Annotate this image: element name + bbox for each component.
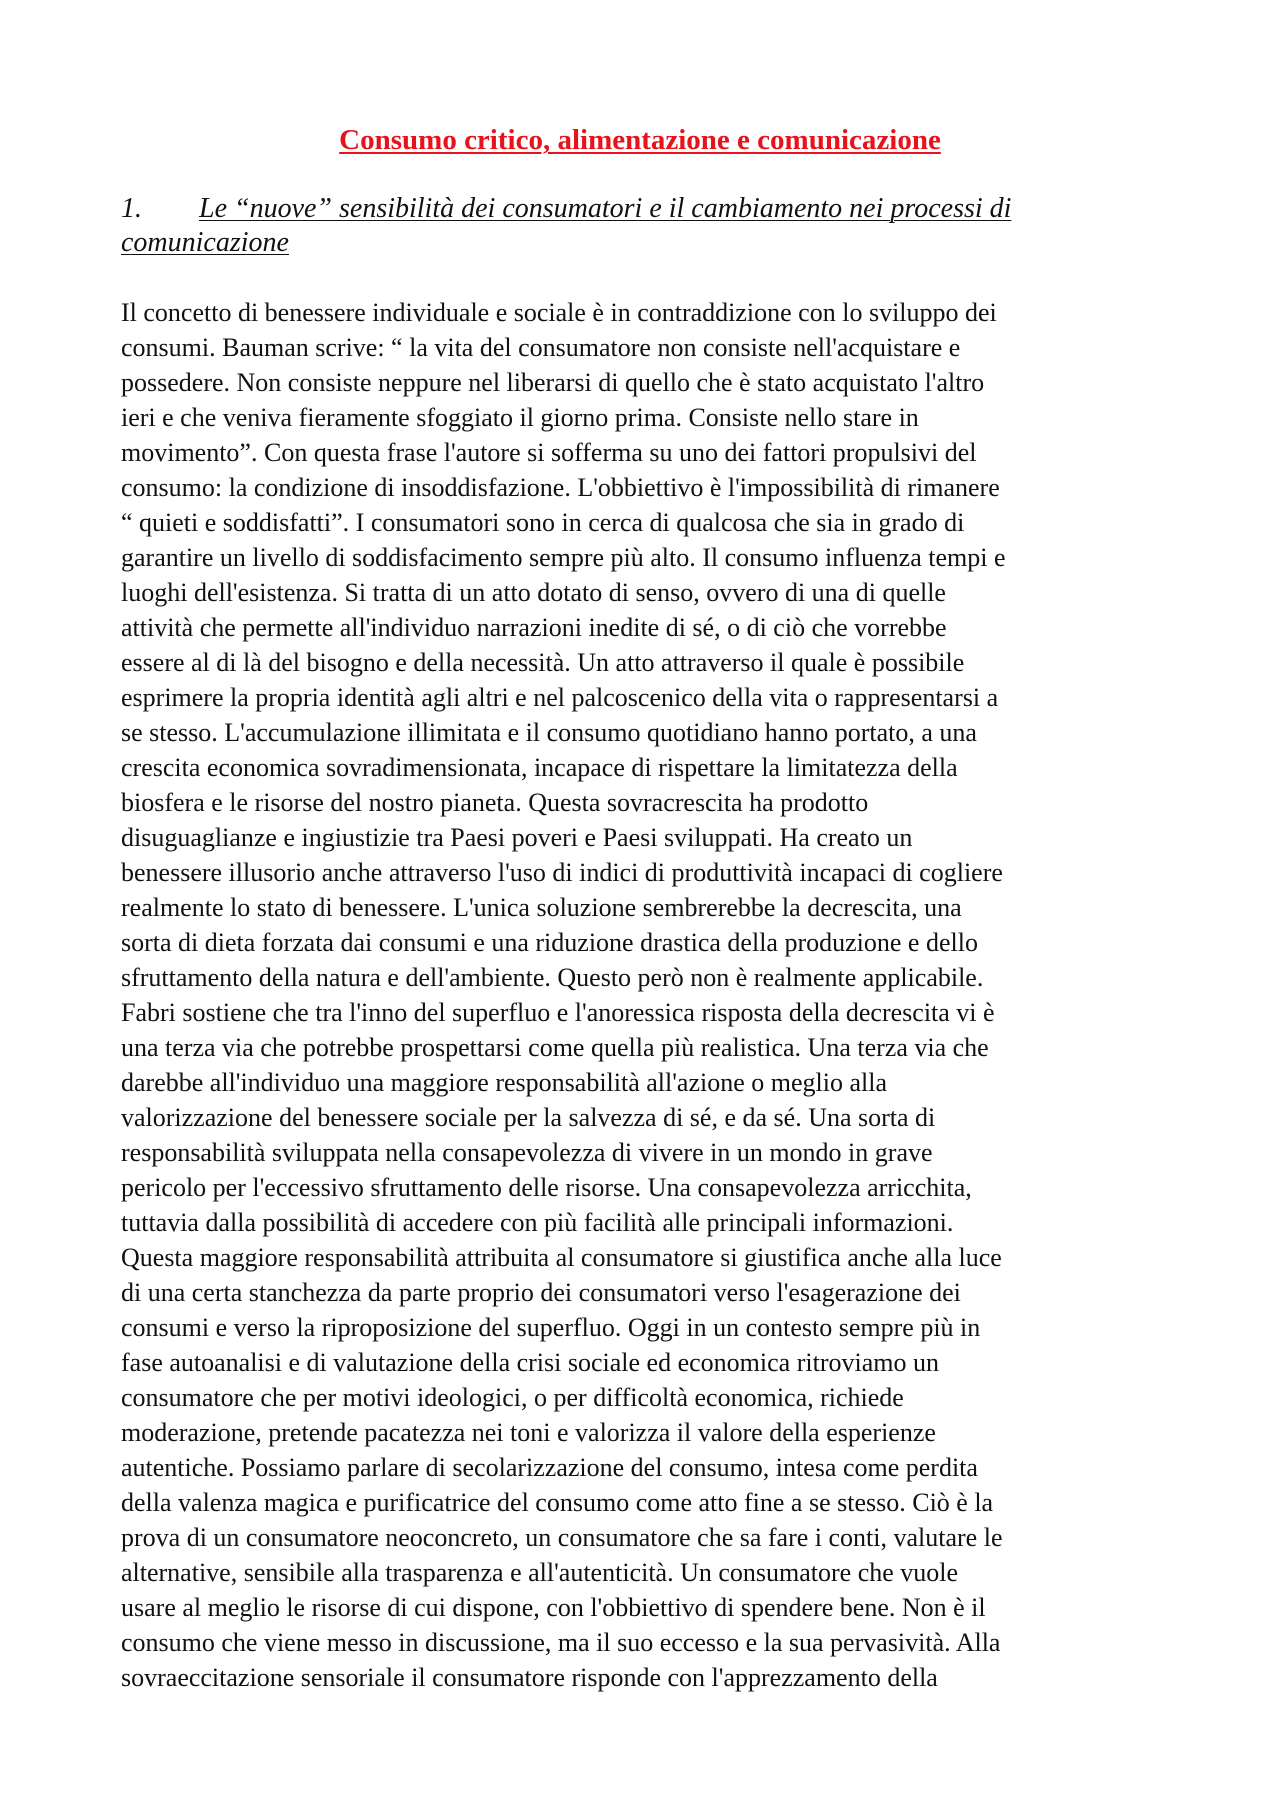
paragraph-line: responsabilità sviluppata nella consapevolezza di vivere in un mondo in grave [121,1138,933,1167]
paragraph-line: alternative, sensibile alla trasparenza e all'autenticità. Un consumatore che vuole [121,1558,959,1587]
paragraph-line: consumi. Bauman scrive: “ la vita del consumatore non consiste nell'acquistare e [121,333,961,362]
paragraph-line: attività che permette all'individuo narrazioni inedite di sé, o di ciò che vorrebbe [121,613,947,642]
section-number: 1. [121,193,142,224]
section-heading-line-1: Le “nuove” sensibilità dei consumatori e il cambiamento nei processi di [199,193,1012,224]
paragraph-line: prova di un consumatore neoconcreto, un consumatore che sa fare i conti, valutare le [121,1523,1003,1552]
paragraph-line: moderazione, pretende pacatezza nei toni e valorizza il valore della esperienze [121,1418,936,1447]
paragraph-line: consumo che viene messo in discussione, ma il suo eccesso e la sua pervasività. Alla [121,1628,1001,1657]
paragraph-line: se stesso. L'accumulazione illimitata e il consumo quotidiano hanno portato, a una [121,718,977,747]
paragraph-line: della valenza magica e purificatrice del consumo come atto fine a se stesso. Ciò è la [121,1488,994,1517]
paragraph-line: consumo: la condizione di insoddisfazione. L'obbiettivo è l'impossibilità di rimanere [121,473,1000,502]
paragraph-line: biosfera e le risorse del nostro pianeta. Questa sovracrescita ha prodotto [121,788,869,817]
body-paragraph [121,295,1161,1695]
section-heading-line-2: comunicazione [121,227,289,258]
paragraph-line: sorta di dieta forzata dai consumi e una riduzione drastica della produzione e dello [121,928,978,957]
paragraph-line: fase autoanalisi e di valutazione della crisi sociale ed economica ritroviamo un [121,1348,939,1377]
paragraph-line: tuttavia dalla possibilità di accedere con più facilità alle principali informazioni. [121,1208,954,1237]
paragraph-line: autentiche. Possiamo parlare di secolarizzazione del consumo, intesa come perdita [121,1453,978,1482]
paragraph-line: possedere. Non consiste neppure nel liberarsi di quello che è stato acquistato l'altro [121,368,985,397]
paragraph-line: sfruttamento della natura e dell'ambiente. Questo però non è realmente applicabile. [121,963,984,992]
paragraph-line: una terza via che potrebbe prospettarsi come quella più realistica. Una terza via che [121,1033,989,1062]
paragraph-line: sovraeccitazione sensoriale il consumatore risponde con l'apprezzamento della [121,1663,938,1692]
paragraph-line: darebbe all'individuo una maggiore responsabilità all'azione o meglio alla [121,1068,888,1097]
paragraph-line: di una certa stanchezza da parte proprio dei consumatori verso l'esagerazione dei [121,1278,961,1307]
paragraph-line: movimento”. Con questa frase l'autore si sofferma su uno dei fattori propulsivi del [121,438,977,467]
paragraph-line: consumi e verso la riproposizione del superfluo. Oggi in un contesto sempre più in [121,1313,981,1342]
section-heading [121,192,1161,260]
paragraph-line: usare al meglio le risorse di cui dispone, con l'obbiettivo di spendere bene. Non è il [121,1593,986,1622]
paragraph-line: Questa maggiore responsabilità attribuita al consumatore si giustifica anche alla luce [121,1243,1002,1272]
paragraph-line: esprimere la propria identità agli altri e nel palcoscenico della vita o rappresentarsi a [121,683,999,712]
paragraph-line: valorizzazione del benessere sociale per la salvezza di sé, e da sé. Una sorta di [121,1103,936,1132]
paragraph-line: disuguaglianze e ingiustizie tra Paesi poveri e Paesi sviluppati. Ha creato un [121,823,913,852]
paragraph-line: consumatore che per motivi ideologici, o per difficoltà economica, richiede [121,1383,904,1412]
paragraph-line: ieri e che veniva fieramente sfoggiato il giorno prima. Consiste nello stare in [121,403,919,432]
document-title: Consumo critico, alimentazione e comunicazione [339,124,941,156]
paragraph-line: pericolo per l'eccessivo sfruttamento delle risorse. Una consapevolezza arricchita, [121,1173,972,1202]
paragraph-line: benessere illusorio anche attraverso l'uso di indici di produttività incapaci di cogliere [121,858,1003,887]
paragraph-line: Il concetto di benessere individuale e sociale è in contraddizione con lo sviluppo dei [121,298,997,327]
paragraph-line: essere al di là del bisogno e della necessità. Un atto attraverso il quale è possibile [121,648,965,677]
paragraph-line: crescita economica sovradimensionata, incapace di rispettare la limitatezza della [121,753,958,782]
paragraph-line: garantire un livello di soddisfacimento sempre più alto. Il consumo influenza tempi e [121,543,1006,572]
paragraph-line: luoghi dell'esistenza. Si tratta di un atto dotato di senso, ovvero di una di quelle [121,578,946,607]
paragraph-line: “ quieti e soddisfatti”. I consumatori sono in cerca di qualcosa che sia in grado di [121,508,965,537]
paragraph-line: realmente lo stato di benessere. L'unica soluzione sembrerebbe la decrescita, una [121,893,962,922]
paragraph-line: Fabri sostiene che tra l'inno del superfluo e l'anoressica risposta della decrescita vi è [121,998,995,1027]
